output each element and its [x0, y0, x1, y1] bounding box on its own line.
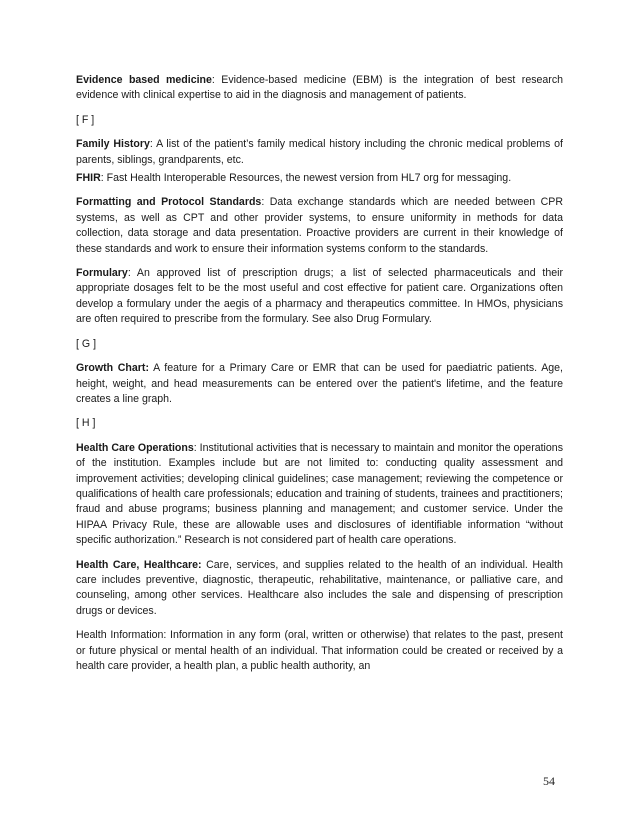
term-separator: : — [100, 172, 104, 185]
glossary-term: FHIR — [76, 172, 101, 185]
glossary-entry-fhir — [76, 171, 563, 186]
glossary-definition: Institutional activities that is necessary to maintain and monitor the operations of the institution. Examples include but are not limited to: conducting quality assessment and improvement activities; developing clinical guidelines; case management; reviewing the competence or qualifications of health care professionals; education and training of students, trainees and practitioners; fraud and abuse programs; business planning and management; and customer service. Under the HIPAA Privacy Rule, these are allowable uses and disclosures of identifiable information “without specific authorization.” Research is not considered part of health care operations. — [76, 441, 563, 547]
page-number: 54 — [543, 774, 555, 788]
glossary-entry-formulary — [76, 266, 563, 328]
glossary-term: Health Care Operations — [76, 441, 194, 454]
glossary-entry-family-history — [76, 137, 563, 168]
glossary-term: Formulary — [76, 267, 128, 280]
section-letter-h: [ H ] — [76, 417, 96, 430]
glossary-term: Evidence based medicine — [76, 74, 212, 86]
glossary-definition: An approved list of prescription drugs; a list of selected pharmaceuticals and their appropriate dosages felt to be the most useful and cost effective for patient care. Organizations often develop a formulary under the aegis of a pharmacy and therapeutics committee. In HMOs, physicians are often required to prescribe from the formulary. See also Drug Formulary. — [76, 267, 563, 326]
glossary-entry-health-information — [76, 628, 563, 674]
glossary-term: Family History — [76, 138, 150, 151]
glossary-entry-health-care-operations — [76, 441, 563, 549]
glossary-entry-growth-chart — [76, 361, 563, 407]
section-letter-g: [ G ] — [76, 337, 97, 350]
glossary-definition: Evidence-based medicine (EBM) is the integration of best research evidence with clinical expertise to aid in the diagnosis and management of patients. — [76, 74, 564, 102]
term-separator: : — [193, 441, 197, 454]
glossary-definition: Care, services, and supplies related to the health of an individual. Health care includes preventive, diagnostic, therapeutic, rehabilitative, maintenance, or palliative care, and counseling, among other services. Healthcare also includes the sale and dispensing of prescription drugs or devices. — [76, 558, 563, 617]
glossary-term: Growth Chart: — [76, 362, 149, 375]
glossary-entry-health-care-healthcare — [76, 558, 563, 620]
glossary-definition: A list of the patient’s family medical history including the chronic medical problems of parents, siblings, grandparents, etc. — [76, 138, 563, 166]
glossary-definition: Health Information: Information in any form (oral, written or otherwise) that relates to the past, present or future physical or mental health of an individual. That information could be created or received by a health care provider, a health plan, a public health authority, an — [76, 629, 563, 672]
section-letter-f: [ F ] — [76, 113, 95, 126]
term-separator: : — [261, 196, 265, 209]
glossary-entry-formatting-and-protocol-standards — [76, 195, 563, 257]
term-separator: : — [211, 74, 215, 86]
glossary-definition: A feature for a Primary Care or EMR that can be used for paediatric patients. Age, height, weight, and head measurements can be entered over the patient's lifetime, and the feature creates a line graph. — [76, 362, 563, 405]
term-separator: : — [149, 138, 153, 151]
glossary-entry-evidence-based-medicine — [76, 73, 563, 104]
term-separator: : — [127, 267, 131, 280]
glossary-term: Health Care, Healthcare: — [76, 558, 202, 571]
glossary-definition: Data exchange standards which are needed between CPR systems, as well as CPT and other provider systems, to ensure uniformity in methods for data collection, data storage and data presentation. Proactive providers are current in their knowledge of these standards and work to ensure their information systems conform to the standards. — [76, 196, 563, 255]
glossary-content — [76, 73, 563, 683]
glossary-term: Formatting and Protocol Standards — [76, 196, 262, 209]
glossary-definition: Fast Health Interoperable Resources, the newest version from HL7 org for messaging. — [103, 172, 512, 185]
